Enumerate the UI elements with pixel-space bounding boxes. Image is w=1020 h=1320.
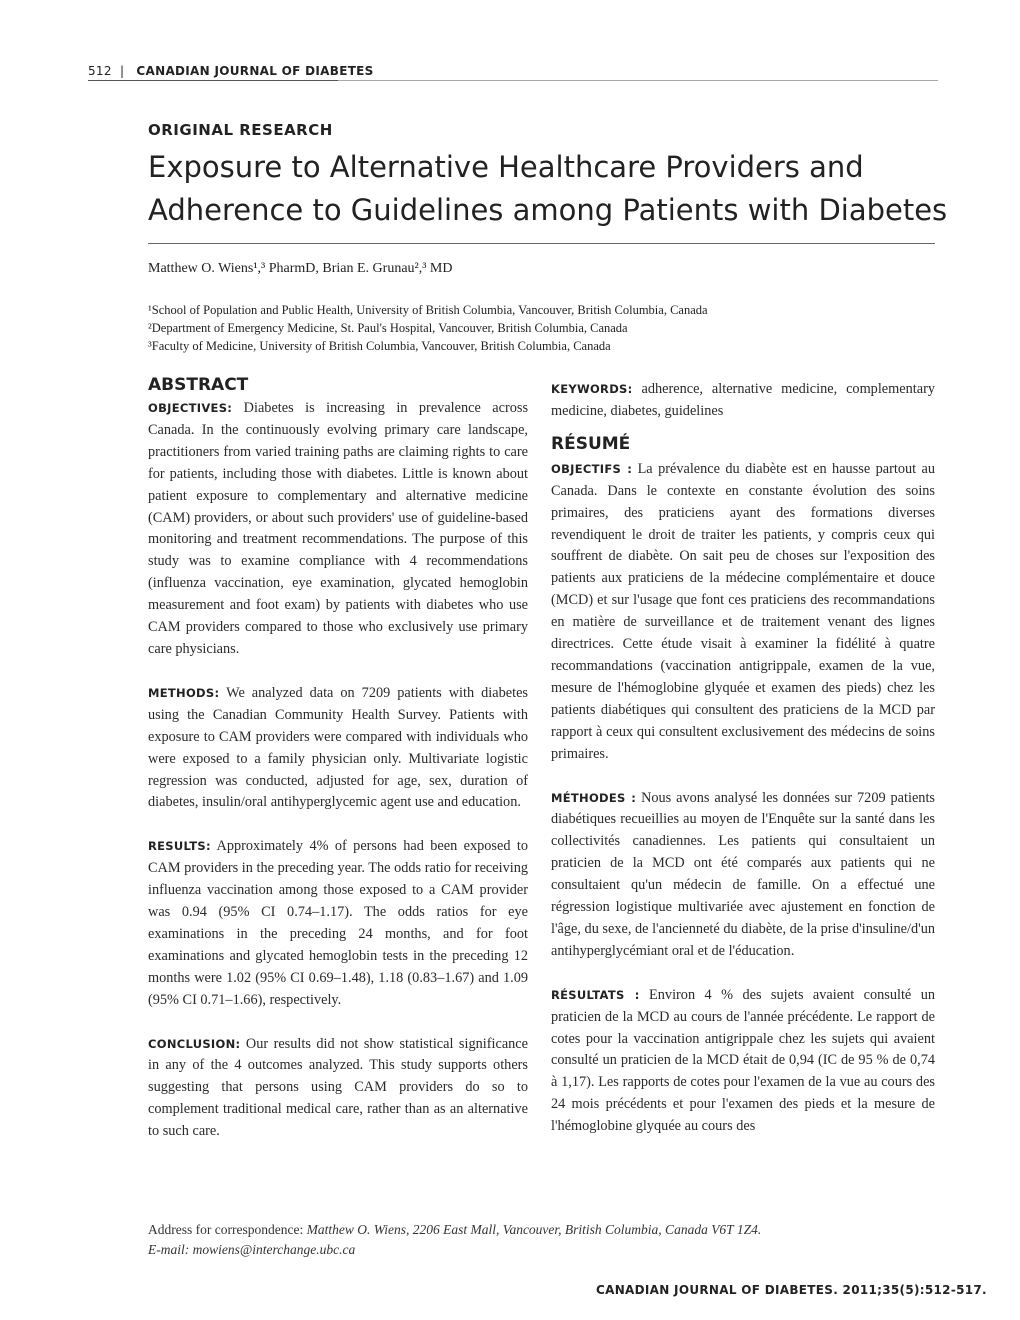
abstract-column	[148, 375, 529, 1165]
methods-text: We analyzed data on 7209 patients with diabetes using the Canadian Community Health Survey. Patients with exposure to CAM providers were compared with individuals who were exposed to a family physician only. Multivariate logistic regression was conducted, adjusted for age, sex, duration of diabetes, insulin/oral antihyperglycemic agent use and education.	[148, 684, 528, 811]
correspondence-line	[148, 1220, 948, 1240]
resume-objectifs	[551, 459, 935, 766]
results-label: RESULTS:	[148, 839, 211, 854]
results-text: Approximately 4% of persons had been exposed to CAM providers in the preceding year. The odds ratio for receiving influenza vaccination among those exposed to a CAM provider was 0.94 (95% CI 0.74–1.17). The odds ratios for eye examinations in the preceding 24 months, and for foot examinations and glycated hemoglobin tests in the preceding 12 months were 1.02 (95% CI 0.69–1.48), 1.18 (0.83–1.67) and 1.09 (95% CI 0.71–1.66), respectively.	[148, 838, 528, 1008]
objectifs-label: OBJECTIFS :	[551, 461, 633, 476]
journal-name: CANADIAN JOURNAL OF DIABETES	[136, 64, 374, 78]
affiliation-3: ³Faculty of Medicine, University of British Columbia, Vancouver, British Columbia, Canada	[148, 339, 611, 353]
resume-methodes	[551, 788, 935, 963]
running-header	[88, 64, 374, 78]
email-line	[148, 1240, 948, 1260]
objectifs-text: La prévalence du diabète est en hausse partout au Canada. Dans le contexte en constante évolution des soins primaires, des praticiens ayant des formations diverses revendiquent le droit de traiter les patients, y compris ceux qui souffrent de diabète. On sait peu de choses sur l'exposition des patients aux praticiens de la médecine complémentaire et douce (MCD) et sur l'usage que font ces praticiens des recommandations en matière de surveillance et de traitement venant des lignes directrices. Cette étude visait à examiner la fidélité à quatre recommandations (vaccination antigrippale, examen de la vue, mesure de l'hémoglobine glyquée et examen des pieds) chez les patients diabétiques qui consultent des praticiens de la MCD par rapport à ceux qui consultent exclusivement des médecins de soins primaires.	[551, 460, 936, 762]
methodes-text: Nous avons analysé les données sur 7209 patients diabétiques recueillies au moyen de l'Enquête sur la santé dans les collectivités canadiennes. Les patients qui consultaient un praticien de la MCD ont été comparés aux patients qui ne consultaient qu'un médecin de famille. On a effectué une régression logistique multivariée avec ajustement en fonction de l'âge, du sexe, de l'ancienneté du diabète, de la prise d'insuline/d'un antihyperglycémiant oral et de l'éducation.	[551, 789, 935, 959]
abstract-methods	[148, 683, 528, 814]
abstract-results	[148, 836, 528, 1011]
correspondence-label: Address for correspondence:	[148, 1222, 304, 1237]
resultats-label: RÉSULTATS :	[551, 987, 640, 1002]
title-divider	[148, 243, 935, 244]
abstract-heading: ABSTRACT	[148, 375, 249, 395]
keywords-text: adherence, alternative medicine, complementary medicine, diabetes, guidelines	[551, 381, 935, 419]
header-divider-faint	[338, 80, 938, 81]
author-list: Matthew O. Wiens¹,³ PharmD, Brian E. Grunau²,³ MD	[148, 261, 453, 276]
conclusion-label: CONCLUSION:	[148, 1036, 241, 1051]
header-separator: |	[119, 64, 125, 78]
abstract-conclusion	[148, 1034, 528, 1144]
affiliations	[148, 301, 708, 355]
affiliation-1: ¹School of Population and Public Health, University of British Columbia, Vancouver, British Columbia, Canada	[148, 303, 708, 317]
methods-label: METHODS:	[148, 685, 220, 700]
conclusion-text: Our results did not show statistical significance in any of the 4 outcomes analyzed. This study supports others suggesting that persons using CAM providers do so to complement traditional medical care, rather than as an alternative to such care.	[148, 1035, 529, 1140]
resultats-text: Environ 4 % des sujets avaient consulté un praticien de la MCD au cours de l'année précédente. Le rapport de cotes pour la vaccination antigrippale chez les sujets qui avaient consulté un praticien de la MCD était de 0,94 (IC de 95 % de 0,74 à 1,17). Les rapports de cotes pour l'examen de la vue au cours des 24 mois précédents et pour l'examen des pieds et la mesure de l'hémoglobine glyquée au cours des	[551, 986, 936, 1135]
journal-citation: CANADIAN JOURNAL OF DIABETES. 2011;35(5):512-517.	[596, 1283, 987, 1297]
resume-heading: RÉSUMÉ	[551, 433, 631, 454]
objectives-text: Diabetes is increasing in prevalence across Canada. In the continuously evolving primary care landscape, practitioners from varied training paths are claiming rights to care for patients, including those with diabetes. Little is known about patient exposure to complementary and alternative medicine (CAM) providers, or about such providers' use of guideline-based monitoring and treatment recommendations. The purpose of this study was to examine compliance with 4 recommendations (influenza vaccination, eye examination, glycated hemoglobin measurement and foot exam) by patients with diabetes who use CAM providers compared to those who exclusively use primary care physicians.	[148, 400, 529, 657]
methodes-label: MÉTHODES :	[551, 790, 637, 805]
abstract-objectives	[148, 398, 528, 661]
keywords-label: KEYWORDS:	[551, 382, 633, 396]
email-label: E-mail:	[148, 1242, 190, 1257]
header-divider	[88, 80, 338, 81]
affiliation-2: ²Department of Emergency Medicine, St. Paul's Hospital, Vancouver, British Columbia, Canada	[148, 321, 628, 335]
resume-resultats	[551, 985, 935, 1138]
correspondence-note	[148, 1220, 948, 1260]
page-number: 512	[88, 64, 112, 78]
objectives-label: OBJECTIVES:	[148, 401, 233, 415]
resume-column	[551, 379, 935, 1160]
keywords	[551, 379, 935, 423]
article-title: Exposure to Alternative Healthcare Providers and Adherence to Guidelines among Patients with Diabetes	[148, 150, 948, 227]
section-label: ORIGINAL RESEARCH	[148, 121, 333, 139]
correspondence-address: Matthew O. Wiens, 2206 East Mall, Vancouver, British Columbia, Canada V6T 1Z4.	[306, 1222, 762, 1237]
email-address[interactable]: mowiens@interchange.ubc.ca	[192, 1242, 356, 1257]
